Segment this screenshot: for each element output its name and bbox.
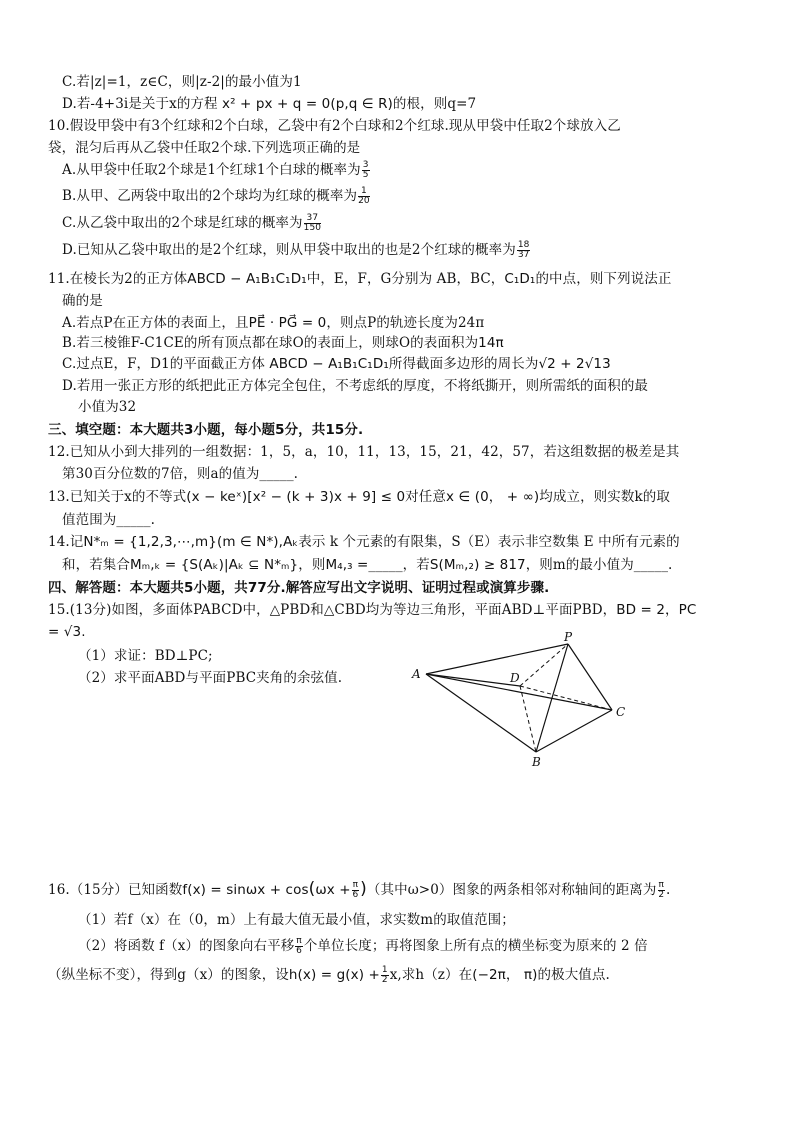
- label-a: A: [412, 667, 421, 681]
- q15-line2: = √3.: [48, 624, 86, 640]
- label-c: C: [616, 705, 626, 719]
- q11-stem-line2: 确的是: [62, 293, 103, 309]
- section-heading-solutions: 四、解答题：本大题共5小题，共77分.解答应写出文字说明、证明过程或演算步骤.: [48, 580, 550, 596]
- q11-option-d-line2: 小值为32: [78, 399, 137, 415]
- q15-part2: （2）求平面ABD与平面PBC夹角的余弦值.: [78, 670, 343, 686]
- q9-option-d: D.若-4+3i是关于x的方程 x² + px + q = 0(p,q ∈ R)的根，则q=7: [62, 96, 477, 112]
- q11-option-a: A.若点P在正方体的表面上，且PE⃗ · PG⃗ = 0，则点P的轨迹长度为24π: [62, 315, 485, 331]
- q14-line1: 14.记N*ₘ = {1,2,3,⋯,m}(m ∈ N*),Aₖ表示 k 个元素的有限集，S（E）表示非空数集 E 中所有元素的: [48, 534, 680, 550]
- q11-option-d-line1: D.若用一张正方形的纸把此正方体完全包住，不考虑纸的厚度，不将纸撕开，则所需纸的面积的最: [62, 378, 649, 394]
- q16-part1: （1）若f（x）在（0，m）上有最大值无最小值，求实数m的取值范围；: [78, 912, 515, 928]
- q12-line2: 第30百分位数的7倍，则a的值为_____.: [62, 466, 299, 482]
- edge-bc: [536, 710, 612, 752]
- solid-edges: [426, 644, 612, 752]
- q12-line1: 12.已知从小到大排列的一组数据：1，5，a，10，11，13，15，21，42，57，若这组数据的极差是其: [48, 444, 680, 460]
- q11-option-c: C.过点E，F，D1的平面截正方体 ABCD − A₁B₁C₁D₁所得截面多边形的周长为√2 + 2√13: [62, 356, 611, 372]
- q11-stem-line1: 11.在棱长为2的正方体ABCD − A₁B₁C₁D₁中，E，F，G分别为 AB，BC，C₁D₁的中点，则下列说法正: [48, 271, 672, 287]
- q16-part2-line1: （2）将函数 f（x）的图象向右平移 $\frac{\pi}{6}$ 个单位长度；再将图象上所有点的横坐标变为原来的 2 倍: [78, 936, 648, 956]
- edge-ap: [426, 644, 568, 674]
- q16-part2-line2: （纵坐标不变），得到g（x）的图象，设h(x) = g(x) + $\frac{1}{2}$ x,求h（z）在(−2π， π)的极大值点.: [48, 965, 610, 985]
- label-p: P: [564, 630, 573, 644]
- q13-line1: 13.已知关于x的不等式(x − keˣ)[x² − (k + 3)x + 9] ≤ 0对任意x ∈ (0， + ∞)均成立，则实数k的取: [48, 489, 670, 505]
- q10-stem-line1: 10.假设甲袋中有3个红球和2个白球，乙袋中有2个白球和2个红球.现从甲袋中任取2个球放入乙: [48, 118, 621, 134]
- q9-option-c: C.若|z|=1，z∈C，则|z-2|的最小值为1: [62, 74, 302, 90]
- q16-line1: 16.（15分）已知函数f(x) = sinωx + cos(ωx + $\frac{\pi}{6}$ )（其中ω>0）图象的两条相邻对称轴间的距离为 $\frac{\pi}{2}$ .: [48, 879, 671, 900]
- q10-stem-line2: 袋，混匀后再从乙袋中任取2个球.下列选项正确的是: [48, 140, 361, 156]
- label-d: D: [510, 671, 520, 685]
- q10-option-d: D.已知从乙袋中取出的是2个红球，则从甲袋中取出的也是2个红球的概率为 $\frac{18}{37}$: [62, 240, 530, 260]
- q14-line2: 和，若集合Mₘ,ₖ = {S(Aₖ)|Aₖ ⊆ N*ₘ}，则M₄,₃ =_____，若S(Mₘ,₂) ≥ 817，则m的最小值为_____.: [62, 557, 673, 573]
- section-heading-fill-in: 三、填空题：本大题共3小题，每小题5分，共15分.: [48, 422, 364, 438]
- edge-dp: [520, 644, 568, 686]
- q15-line1: 15.(13分)如图，多面体PABCD中，△PBD和△CBD均为等边三角形，平面ABD⊥平面PBD，BD = 2，PC: [48, 602, 697, 618]
- q13-line2: 值范围为_____.: [62, 512, 156, 528]
- q10-option-c: C.从乙袋中取出的2个球是红球的概率为 $\frac{37}{150}$: [62, 213, 322, 233]
- polyhedron-figure: [408, 630, 638, 770]
- q15-part1: （1）求证：BD⊥PC;: [78, 648, 213, 664]
- q10-option-b: B.从甲、乙两袋中取出的2个球均为红球的概率为 $\frac{1}{20}$: [62, 186, 370, 206]
- label-b: B: [532, 755, 541, 769]
- q10-option-a: A.从甲袋中任取2个球是1个红球1个白球的概率为 $\frac{3}{5}$: [62, 160, 369, 180]
- q11-option-b: B.若三棱锥F-C1CE的所有顶点都在球O的表面上，则球O的表面积为14π: [62, 335, 504, 351]
